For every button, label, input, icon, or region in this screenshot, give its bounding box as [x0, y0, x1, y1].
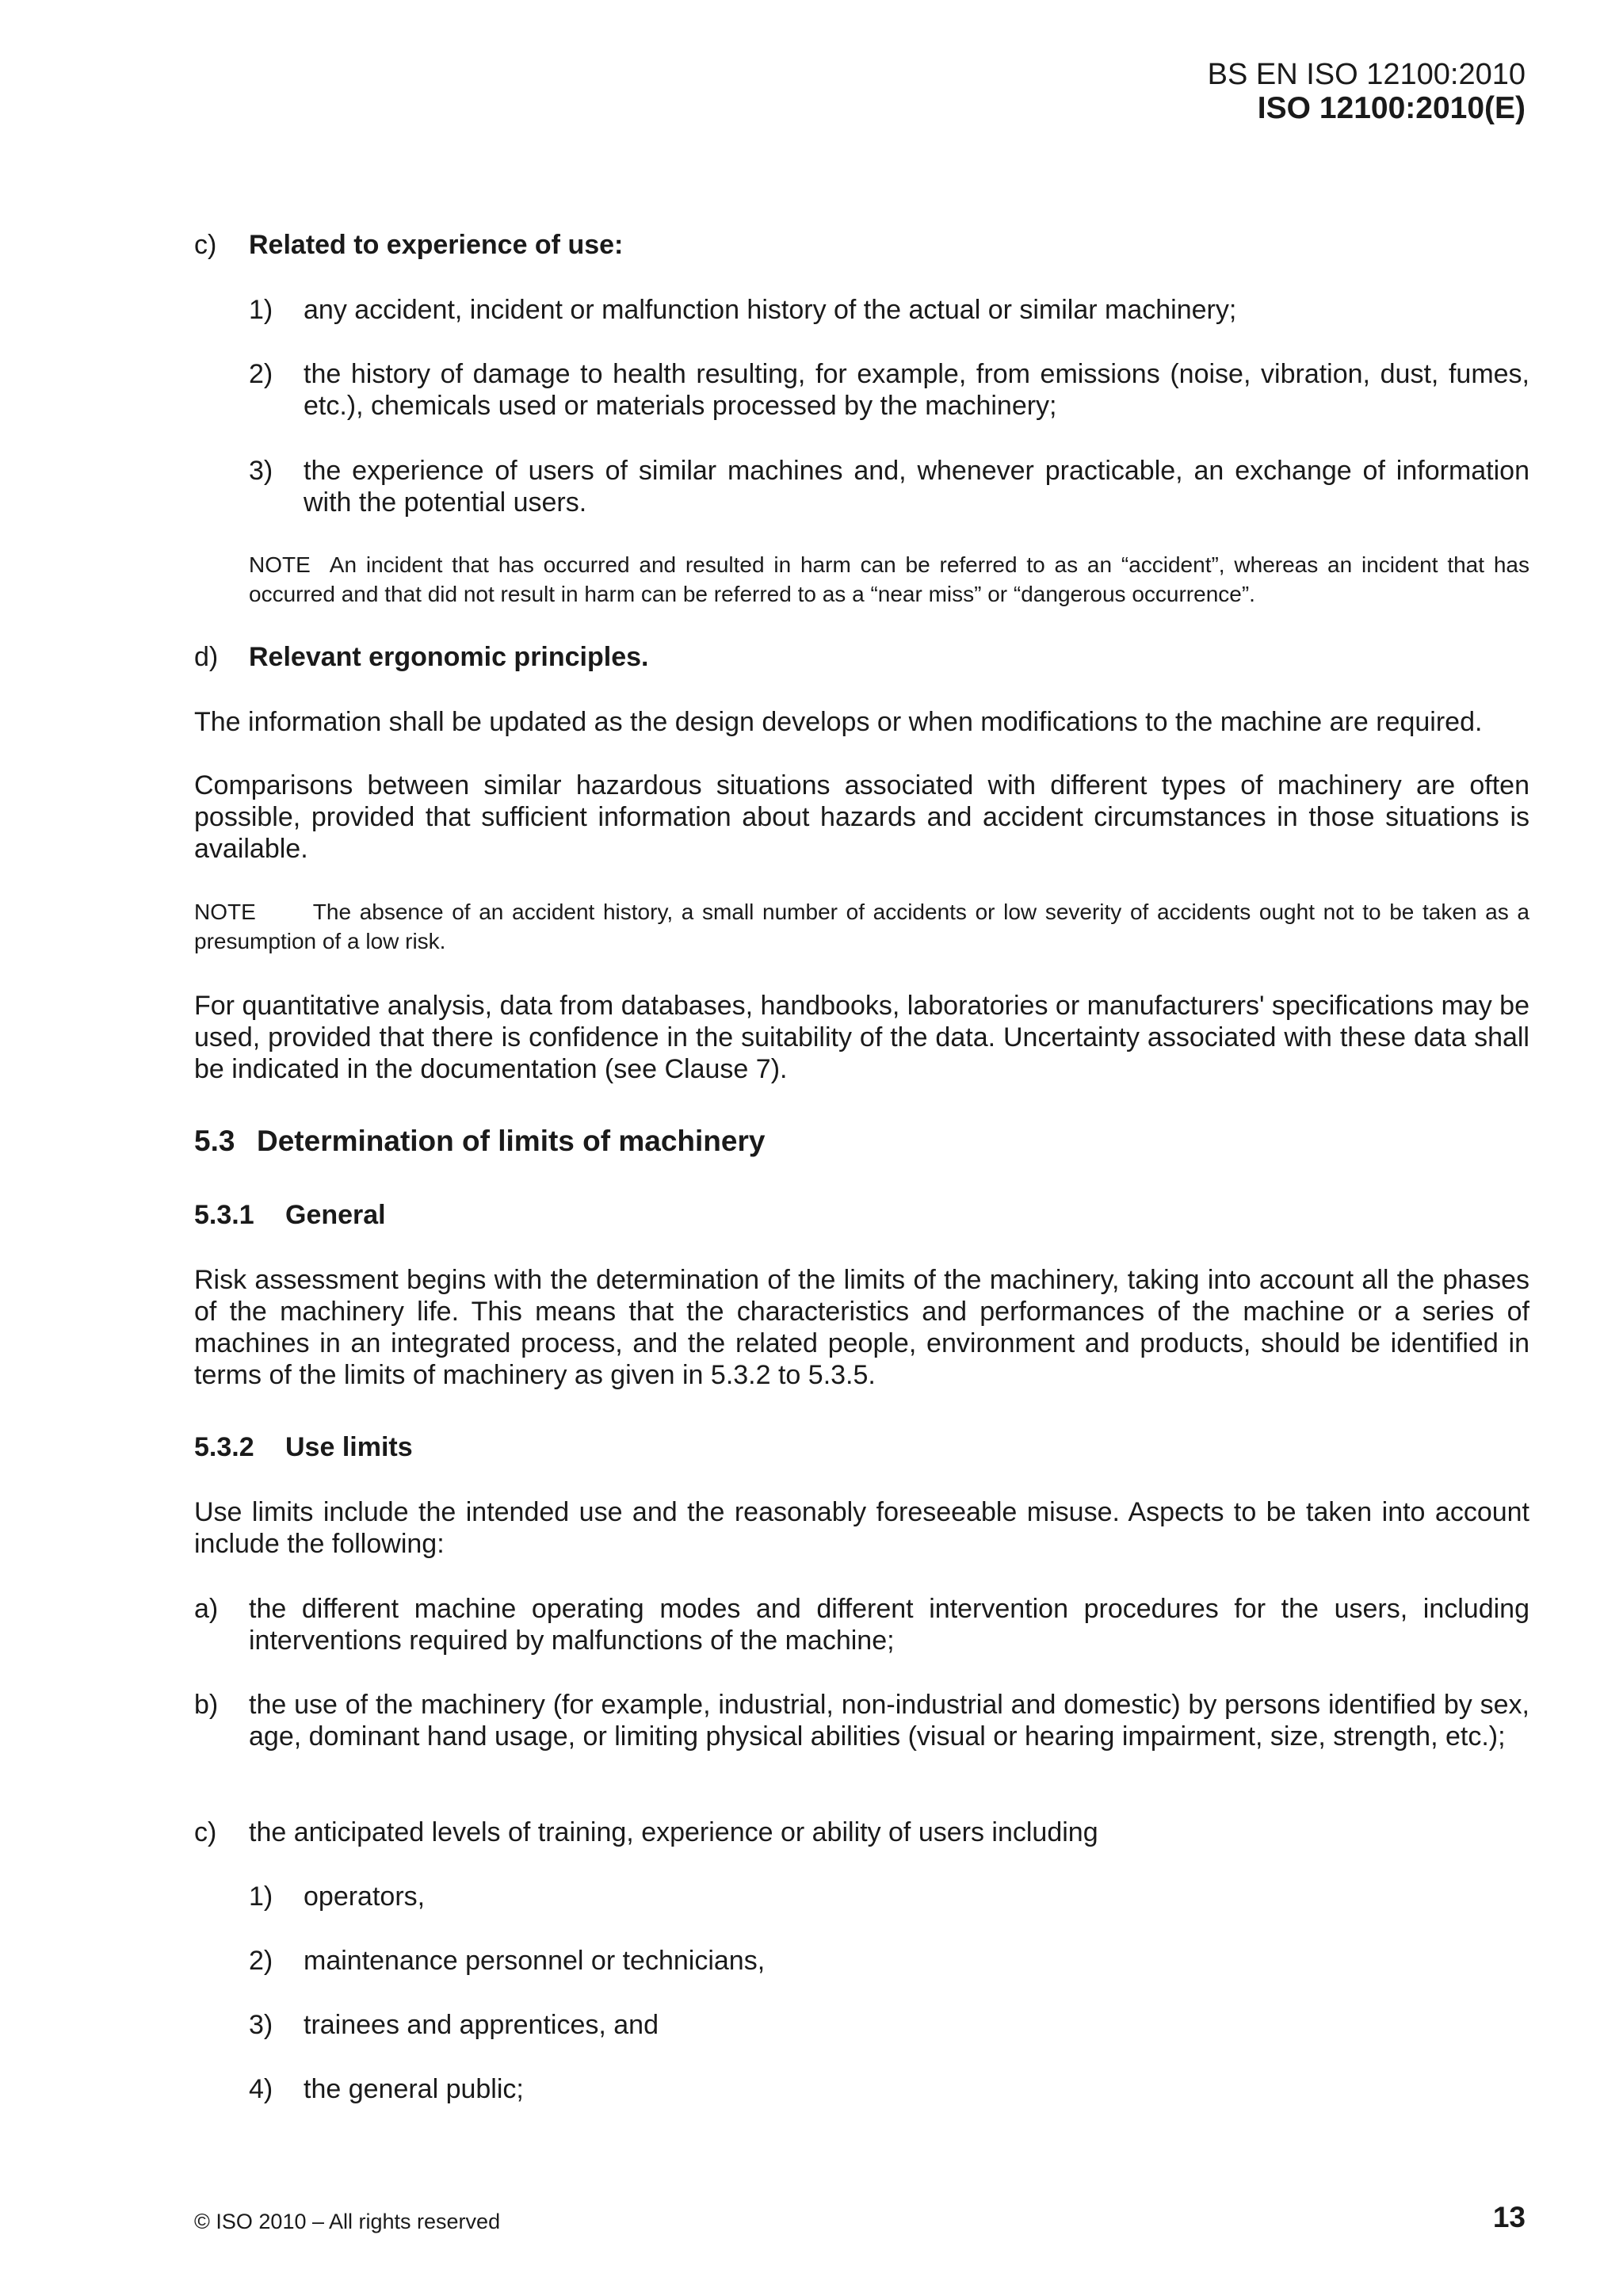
- note-label: NOTE: [194, 900, 256, 924]
- list-marker: a): [194, 1594, 219, 1624]
- subsection-number: 5.3.2: [194, 1432, 254, 1462]
- note-accident-history: [194, 897, 1529, 956]
- list-marker: 2): [249, 359, 273, 389]
- page-number: 13: [1492, 2201, 1526, 2233]
- list-item-text: the use of the machinery (for example, industrial, non-industrial and domestic) by persons identified by sex, age, dominant hand usage, or limiting physical abilities (visual or hearing impairment, size, strength, etc.);: [249, 1690, 1529, 1752]
- paragraph-general: Risk assessment begins with the determination of the limits of the machinery, taking into account all the phases of the machinery life. This means that the characteristics and performances of the machine or a series of machines in an integrated process, and the related people, environment and products, should be identified in terms of the limits of machinery as given in 5.3.2 to 5.3.5.: [194, 1265, 1529, 1390]
- subsection-title: General: [285, 1200, 386, 1230]
- list-marker: 3): [249, 2010, 273, 2040]
- list-item-d-ergonomic: [194, 641, 1529, 673]
- sublist-item-2: [249, 358, 1529, 422]
- list-marker: c): [194, 1817, 217, 1847]
- subsection-title: Use limits: [285, 1432, 413, 1462]
- list-marker: 4): [249, 2074, 273, 2104]
- paragraph-updated-info: The information shall be updated as the design develops or when modifications to the machine are required.: [194, 707, 1483, 737]
- sublist-item-maintenance: [249, 1945, 1529, 1977]
- list-item-text: the anticipated levels of training, experience or ability of users including: [249, 1817, 1098, 1847]
- sublist-item-1: [249, 294, 1529, 326]
- note-text: An incident that has occurred and resulted in harm can be referred to as an “accident”, whereas an incident that has occurred and that did not result in harm can be referred to as a “near miss” or “dangerous occurrence”.: [249, 552, 1529, 606]
- subsection-number: 5.3.1: [194, 1200, 254, 1230]
- note-incident: [249, 550, 1529, 609]
- paragraph-quantitative-analysis: For quantitative analysis, data from databases, handbooks, laboratories or manufacturers' specifications may be used, provided that there is confidence in the suitability of the data. Uncertainty associated with these data shall be indicated in the documentation (see Clause 7).: [194, 991, 1529, 1084]
- list-item-text: the different machine operating modes and different intervention procedures for the users, including interventions required by malfunctions of the machine;: [249, 1594, 1529, 1656]
- list-marker: 3): [249, 456, 273, 486]
- sublist-item-text: the history of damage to health resulting, for example, from emissions (noise, vibration, dust, fumes, etc.), chemicals used or materials processed by the machinery;: [304, 359, 1529, 421]
- sublist-item-text: the general public;: [304, 2074, 524, 2104]
- list-item-c-experience: [194, 229, 1529, 261]
- list-item-title: Related to experience of use:: [249, 230, 624, 260]
- list-marker: c): [194, 230, 217, 260]
- list-marker: 1): [249, 295, 273, 325]
- subsection-heading-5-3-2: [194, 1431, 413, 1463]
- sublist-item-trainees: [249, 2009, 1529, 2041]
- list-item-title: Relevant ergonomic principles.: [249, 642, 649, 672]
- note-text: The absence of an accident history, a small number of accidents or low severity of accidents ought not to be taken as a presumption of a low risk.: [194, 900, 1529, 953]
- note-label: NOTE: [249, 552, 311, 577]
- sublist-item-text: operators,: [304, 1881, 426, 1912]
- list-marker: b): [194, 1690, 219, 1720]
- sublist-item-text: any accident, incident or malfunction history of the actual or similar machinery;: [304, 295, 1237, 325]
- paragraph-use-limits-intro: Use limits include the intended use and the reasonably foreseeable misuse. Aspects to be taken into account include the following:: [194, 1497, 1529, 1559]
- list-item-a-operating-modes: [194, 1593, 1529, 1656]
- paragraph-comparisons: Comparisons between similar hazardous situations associated with different types of machinery are often possible, provided that sufficient information about hazards and accident circumstances in those situations is available.: [194, 770, 1529, 864]
- list-marker: 2): [249, 1946, 273, 1976]
- sublist-item-text: trainees and apprentices, and: [304, 2010, 659, 2040]
- section-title: Determination of limits of machinery: [257, 1125, 766, 1157]
- sublist-item-text: maintenance personnel or technicians,: [304, 1946, 766, 1976]
- list-item-b-persons: [194, 1689, 1529, 1752]
- sublist-item-operators: [249, 1881, 1529, 1912]
- list-item-c-training: [194, 1817, 1529, 1848]
- footer-copyright: © ISO 2010 – All rights reserved: [194, 2210, 501, 2233]
- sublist-item-public: [249, 2073, 1529, 2105]
- section-heading-5-3: [194, 1125, 765, 1158]
- list-marker: 1): [249, 1881, 273, 1912]
- subsection-heading-5-3-1: [194, 1199, 386, 1231]
- list-marker: d): [194, 642, 219, 672]
- sublist-item-3: [249, 455, 1529, 518]
- sublist-item-text: the experience of users of similar machines and, whenever practicable, an exchange of information with the potential users.: [304, 456, 1529, 518]
- header-standard-iso: ISO 12100:2010(E): [1257, 91, 1526, 125]
- section-number: 5.3: [194, 1125, 235, 1157]
- header-standard-bs: BS EN ISO 12100:2010: [1207, 58, 1526, 91]
